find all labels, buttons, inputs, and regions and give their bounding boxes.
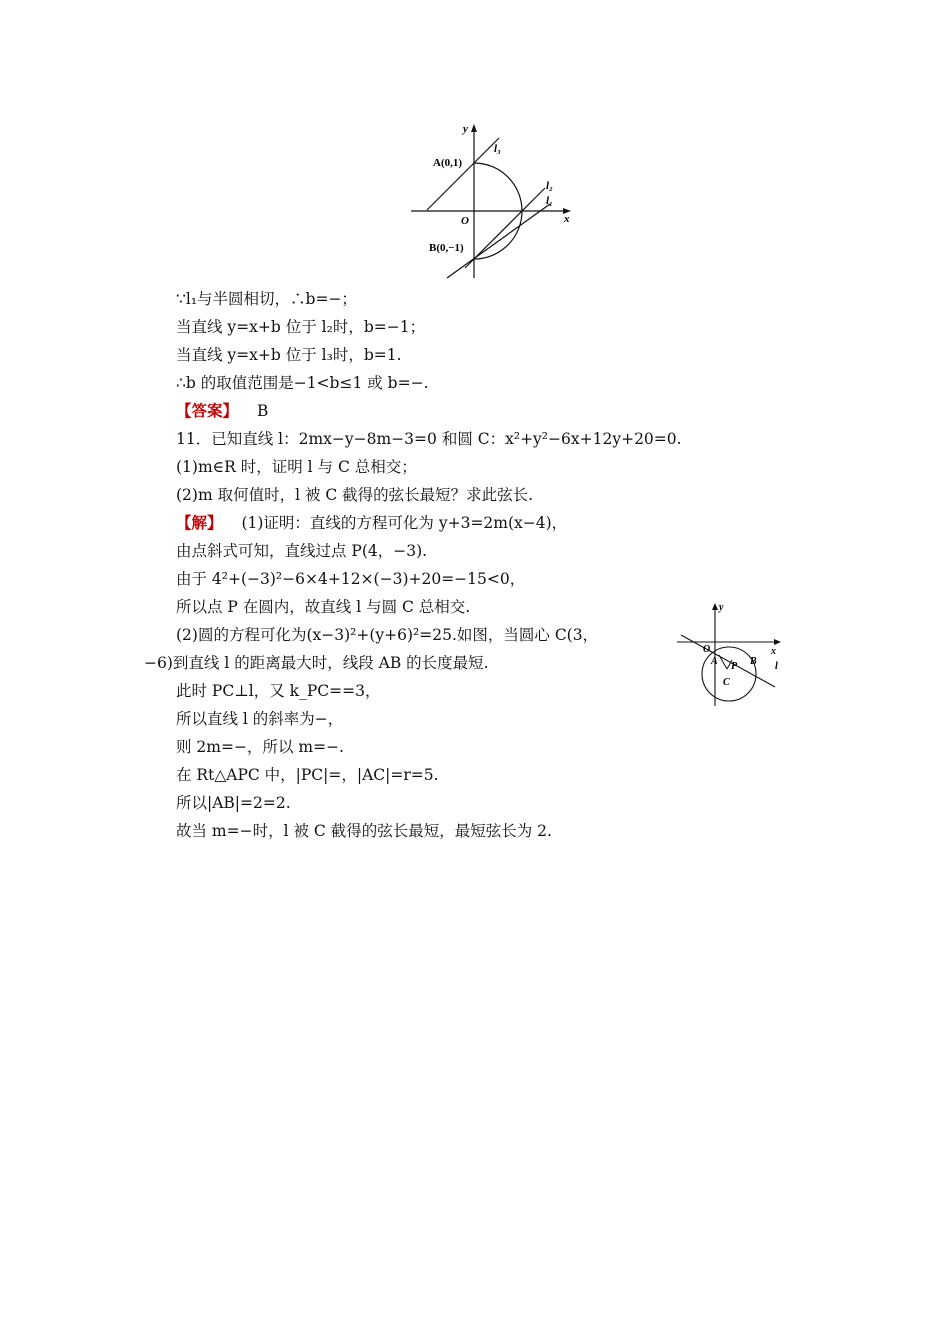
solution-line-12: 故当 m=−时，l 被 C 截得的弦长最短，最短弦长为 2. xyxy=(176,822,552,840)
problem-11-part2: (2)m 取何值时，l 被 C 截得的弦长最短？求此弦长. xyxy=(176,486,534,504)
label-p: P xyxy=(731,661,738,672)
text-line-3: 当直线 y=x+b 位于 l₃时，b=1. xyxy=(176,346,402,364)
x-axis-arrow xyxy=(774,639,781,645)
text-line-1: ∵l₁与半圆相切，∴b=−； xyxy=(176,290,357,308)
solution-tag: 【解】 xyxy=(176,513,223,532)
label-y: y xyxy=(719,602,724,613)
solution-line-6: −6)到直线 l 的距离最大时，线段 AB 的长度最短. xyxy=(144,654,489,672)
answer-tag: 【答案】 xyxy=(176,401,239,420)
answer-value: B xyxy=(256,402,269,420)
solution-line-11: 所以|AB|=2=2. xyxy=(176,794,291,812)
label-b: B xyxy=(750,656,757,667)
text-line-4: ∴b 的取值范围是−1<b≤1 或 b=−. xyxy=(176,374,429,392)
label-y: y xyxy=(463,123,468,135)
solution-text: (1)证明：直线的方程可化为 y+3=2m(x−4)， xyxy=(241,514,568,532)
solution-line-10: 在 Rt△APC 中，|PC|=，|AC|=r=5. xyxy=(176,766,439,784)
solution-line-9: 则 2m=−，所以 m=−. xyxy=(176,738,344,756)
label-o: O xyxy=(703,644,711,655)
problem-11-stem: 11．已知直线 l：2mx−y−8m−3=0 和圆 C：x²+y²−6x+12y+20=0. xyxy=(176,430,682,448)
solution-line-8: 所以直线 l 的斜率为−， xyxy=(176,710,344,728)
line-l3 xyxy=(427,138,499,210)
label-b: B(0,−1) xyxy=(429,242,464,254)
label-l3: l₃ xyxy=(494,143,501,155)
label-o: O xyxy=(461,215,469,227)
solution-line-3: 由于 4²+(−3)²−6×4+12×(−3)+20=−15<0， xyxy=(176,570,526,588)
solution-line-4: 所以点 P 在圆内，故直线 l 与圆 C 总相交. xyxy=(176,598,471,616)
label-x: x xyxy=(771,646,776,657)
solution-line-2: 由点斜式可知，直线过点 P(4，−3). xyxy=(176,542,428,560)
solution-line-1 xyxy=(176,513,567,533)
segment-ap xyxy=(719,655,727,669)
problem-11-part1: (1)m∈R 时，证明 l 与 C 总相交； xyxy=(176,458,417,476)
semicircle-figure xyxy=(405,118,585,280)
label-c: C xyxy=(723,677,730,688)
text-line-2: 当直线 y=x+b 位于 l₂时，b=−1； xyxy=(176,318,426,336)
label-a: A xyxy=(711,656,718,667)
label-l: l xyxy=(775,661,778,672)
label-a: A(0,1) xyxy=(433,157,463,169)
circle-chord-figure xyxy=(675,598,790,710)
solution-line-7: 此时 PC⊥l，又 k_PC==3， xyxy=(176,682,381,700)
y-axis-arrow xyxy=(471,124,477,132)
label-x: x xyxy=(564,213,570,225)
label-l2: l₂ xyxy=(546,180,553,192)
label-l1: l₁ xyxy=(546,195,553,207)
y-axis-arrow xyxy=(712,603,718,610)
answer-line xyxy=(176,401,268,421)
solution-line-5: (2)圆的方程可化为(x−3)²+(y+6)²=25.如图，当圆心 C(3， xyxy=(176,626,599,644)
